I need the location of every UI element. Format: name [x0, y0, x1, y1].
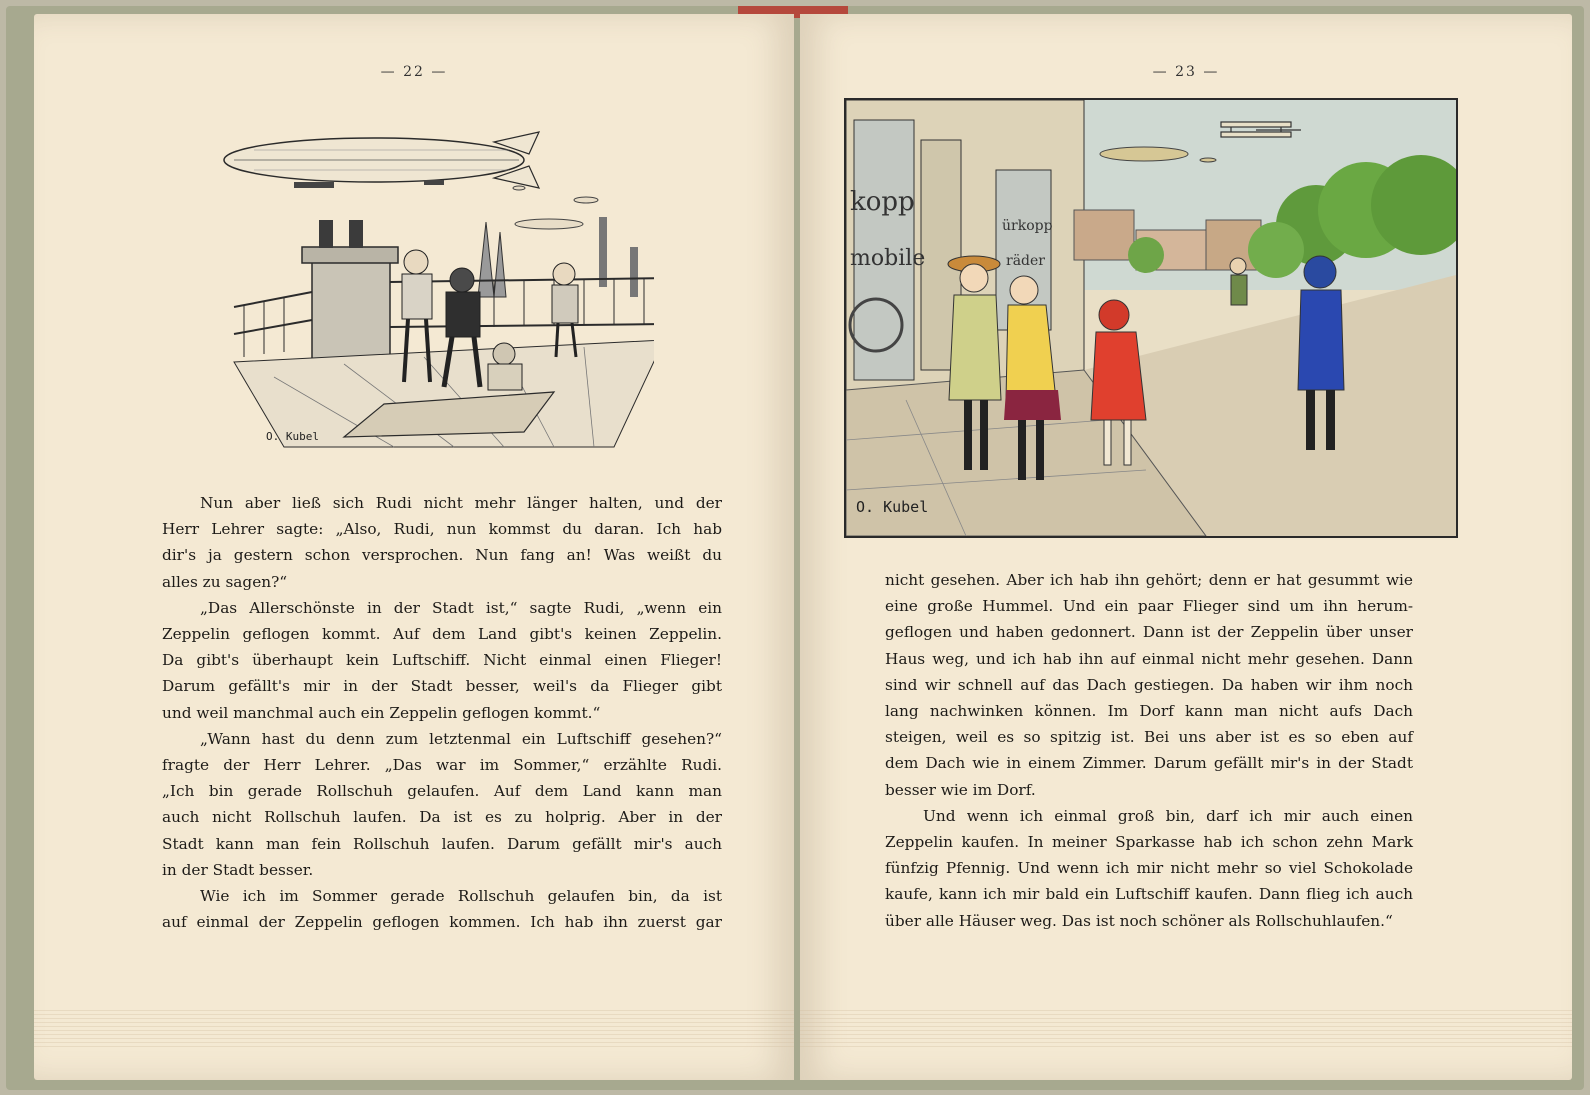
page-edge	[800, 1010, 1572, 1050]
text-line: eine große Hummel. Und ein paar Flieger sind um ihn herum-	[885, 597, 1413, 616]
page-number: — 22 —	[380, 64, 448, 80]
text-line: sind wir schnell auf das Dach gestiegen. Da haben wir ihm noch	[885, 675, 1413, 694]
text-line: Stadt kann man fein Rollschuh laufen. Darum gefällt mir's auch	[162, 834, 722, 853]
text-line: besser wie im Dorf.	[885, 780, 1036, 799]
text-line: kaufe, kann ich mir bald ein Luftschiff kaufen. Dann flieg ich auch	[885, 885, 1413, 904]
right-page	[800, 14, 1572, 1080]
text-line: nicht gesehen. Aber ich hab ihn gehört; denn er hat gesummt wie	[885, 571, 1413, 589]
text-line: Herr Lehrer sagte: „Also, Rudi, nun kommst du daran. Ich hab	[162, 520, 722, 539]
shop-sign-text: kopp	[850, 187, 915, 217]
shop-sign-text: ürkopp	[1002, 218, 1053, 234]
illustrator-signature: O. Kubel	[266, 430, 319, 443]
shop-sign-text: mobile	[850, 246, 926, 271]
text-line: lang nachwinken können. Im Dorf kann man nicht aufs Dach	[885, 702, 1413, 721]
page-edge	[34, 1010, 794, 1050]
text-line: steigen, weil es so spitzig ist. Bei uns aber ist es so eben auf	[885, 728, 1413, 747]
street-illustration	[844, 98, 1458, 538]
text-line: „Wann hast du denn zum letztenmal ein Luftschiff gesehen?“	[200, 729, 722, 748]
text-line: Zeppelin kaufen. In meiner Sparkasse hab ich schon zehn Mark	[885, 833, 1413, 852]
rooftop-illustration	[194, 102, 654, 452]
text-line: Darum gefällt's mir in der Stadt besser, weil's da Flieger gibt	[162, 677, 722, 696]
text-line: und weil manchmal auch ein Zeppelin geflogen kommt.“	[162, 703, 601, 722]
illustrator-signature: O. Kubel	[856, 498, 929, 516]
text-line: „Ich bin gerade Rollschuh gelaufen. Auf dem Land kann man	[162, 782, 722, 801]
zeppelin-drawing	[224, 132, 539, 188]
text-line: fünfzig Pfennig. Und wenn ich mir nicht mehr so viel Schokolade	[885, 859, 1413, 878]
text-line: alles zu sagen?“	[162, 572, 288, 591]
page-number: — 23 —	[1152, 64, 1220, 80]
left-page	[34, 14, 794, 1080]
text-line: über alle Häuser weg. Das ist noch schöner als Rollschuhlaufen.“	[885, 911, 1393, 930]
text-line: Und wenn ich einmal groß bin, darf ich mir auch einen	[923, 806, 1413, 825]
text-line: fragte der Herr Lehrer. „Das war im Sommer,“ erzählte Rudi.	[162, 756, 722, 775]
text-line: auf einmal der Zeppelin geflogen kommen. Ich hab ihn zuerst gar	[162, 913, 722, 932]
left-page-text	[162, 490, 722, 935]
right-page-text	[885, 567, 1413, 934]
text-line: Haus weg, und ich hab ihn auf einmal nicht mehr gesehen. Dann	[885, 649, 1413, 668]
text-line: Da gibt's überhaupt kein Luftschiff. Nicht einmal einen Flieger!	[162, 651, 722, 670]
text-line: Wie ich im Sommer gerade Rollschuh gelaufen bin, da ist	[200, 887, 722, 906]
text-line: in der Stadt besser.	[162, 860, 314, 879]
text-line: geflogen und haben gedonnert. Dann ist der Zeppelin über unser	[885, 623, 1413, 642]
text-line: dir's ja gestern schon versprochen. Nun fang an! Was weißt du	[162, 546, 722, 565]
text-line: auch nicht Rollschuh laufen. Da ist es zu holprig. Aber in der	[162, 808, 722, 827]
text-line: Nun aber ließ sich Rudi nicht mehr länger halten, und der	[200, 494, 722, 512]
text-line: „Das Allerschönste in der Stadt ist,“ sagte Rudi, „wenn ein	[200, 598, 722, 617]
text-line: Zeppelin geflogen kommt. Auf dem Land gibt's keinen Zeppelin.	[162, 625, 722, 644]
shop-sign-text: räder	[1006, 253, 1045, 269]
text-line: dem Dach wie in einem Zimmer. Darum gefällt mir's in der Stadt	[885, 754, 1413, 773]
